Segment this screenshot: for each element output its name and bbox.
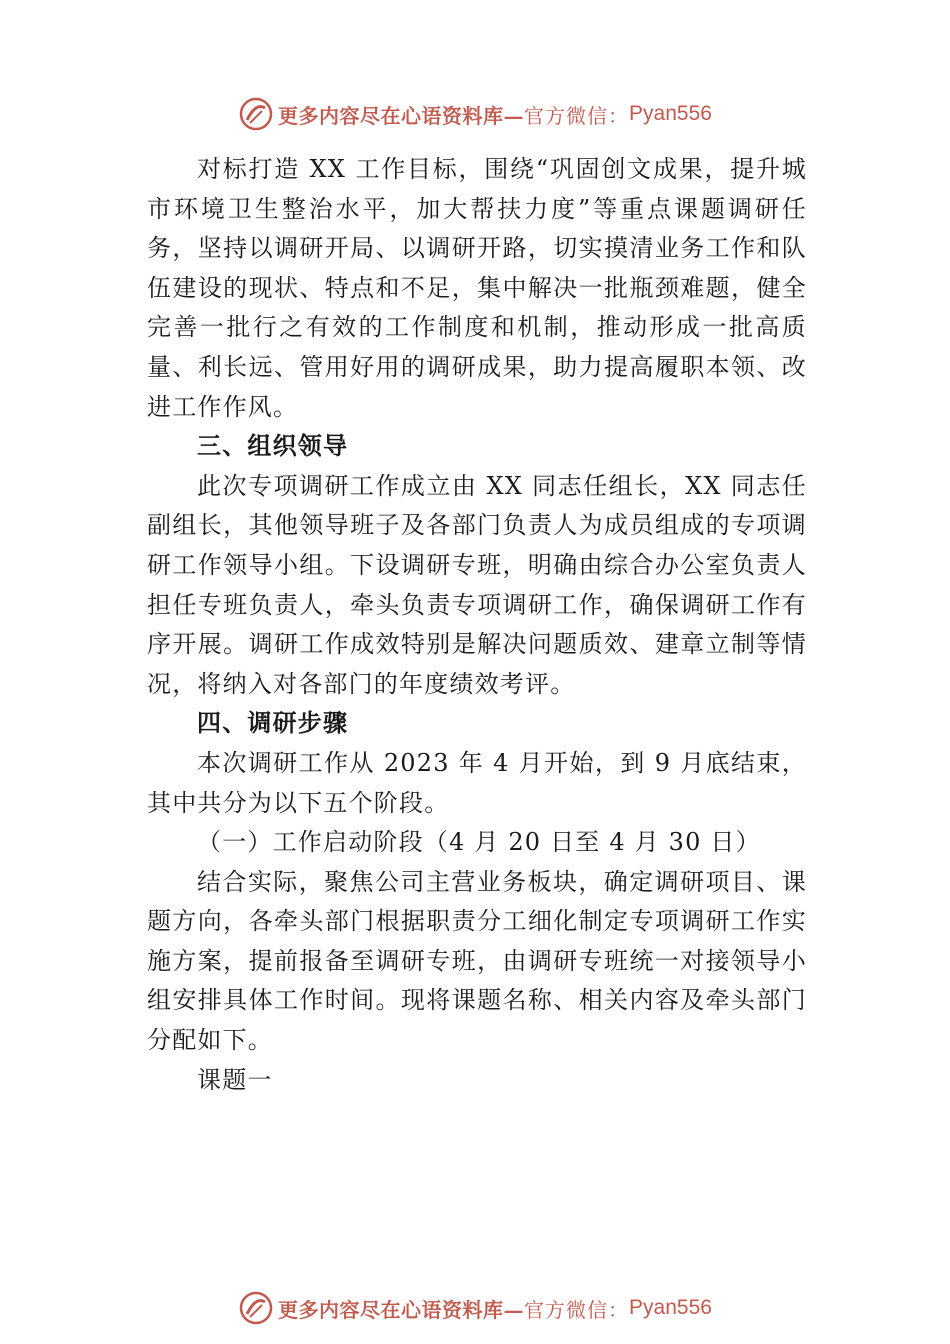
- paragraph: 本次调研工作从 2023 年 4 月开始，到 9 月底结束，其中共分为以下五个阶段。: [147, 748, 807, 817]
- watermark-wechat-id: Pyan556: [629, 1296, 712, 1319]
- watermark-wechat-label: 官方微信：: [524, 1297, 630, 1322]
- section-heading: 三、组织领导: [197, 432, 349, 461]
- watermark-wechat-id: Pyan556: [629, 102, 712, 125]
- header-watermark: [0, 94, 950, 134]
- paragraph: 此次专项调研工作成立由 XX 同志任组长，XX 同志任副组长，其他领导班子及各部门负责人为成员组成的专项调研工作领导小组。下设调研专班，明确由综合办公室负责人担任专班负责人，牵头负责专项调研工作，确保调研工作有序开展。调研工作成效特别是解决问题质效、建章立制等情况，将纳入对各部门的年度绩效考评。: [147, 471, 807, 698]
- paragraph: 课题一: [197, 1065, 273, 1094]
- paragraph: 结合实际，聚焦公司主营业务板块，确定调研项目、课题方向，各牵头部门根据职责分工细化制定专项调研工作实施方案，提前报备至调研专班，由调研专班统一对接领导小组安排具体工作时间。现将课题名称、相关内容及牵头部门分配如下。: [147, 867, 807, 1055]
- document-body: [147, 150, 807, 1100]
- watermark-wechat-label: 官方微信：: [524, 103, 630, 128]
- footer-watermark: [0, 1288, 950, 1328]
- watermark-site-text: 更多内容尽在心语资料库—: [278, 103, 525, 128]
- subsection-heading: （一）工作启动阶段（4 月 20 日至 4 月 30 日）: [197, 828, 761, 857]
- paragraph: 对标打造 XX 工作目标，围绕“巩固创文成果，提升城市环境卫生整治水平，加大帮扶力度”等重点课题调研任务，坚持以调研开局、以调研开路，切实摸清业务工作和队伍建设的现状、特点和不足，集中解决一批瓶颈难题，健全完善一批行之有效的工作制度和机制，推动形成一批高质量、利长远、管用好用的调研成果，助力提高履职本领、改进工作作风。: [147, 155, 807, 421]
- brand-logo-icon: [238, 96, 274, 132]
- section-heading: 四、调研步骤: [197, 709, 349, 738]
- brand-logo-icon: [238, 1290, 274, 1326]
- watermark-site-text: 更多内容尽在心语资料库—: [278, 1297, 525, 1322]
